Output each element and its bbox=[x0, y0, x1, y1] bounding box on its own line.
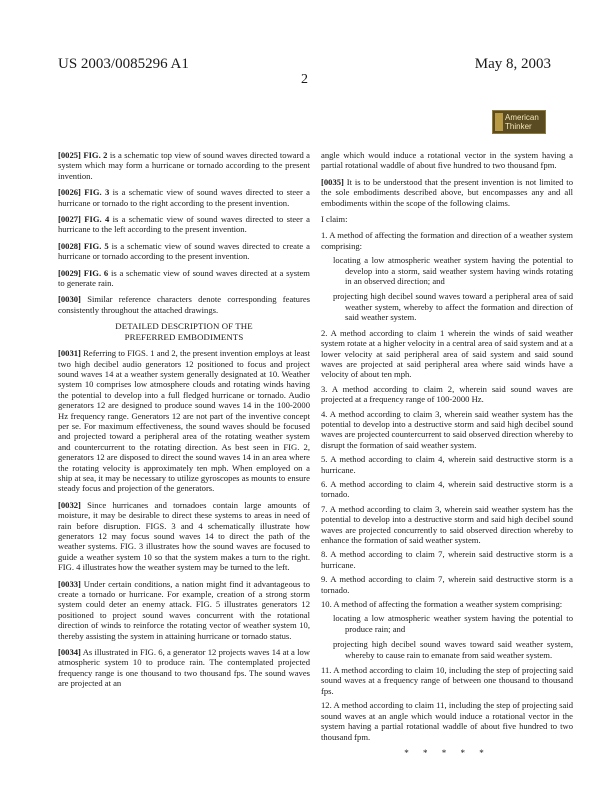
claim-1-step-b: projecting high decibel sound waves toward a peripheral area of said weather system, whereby to affect the formation and direction of said weather system. bbox=[333, 291, 573, 323]
paragraph-0032: [0032] Since hurricanes and tornadoes contain large amounts of moisture, it may be desirable to direct these systems to areas in need of rain before disruption. FIGS. 3 and 4 schematically illustrate how generators 12 may focus sound waves 14 to direct the path of the weather systems. FIG. 3 illustrates how the sound waves are focused to guide a weather system 10 so that the system makes a turn to the right. FIG. 4 illustrates how the weather system may be turned to the left. bbox=[58, 499, 310, 573]
logo-line-2: Thinker bbox=[505, 122, 532, 131]
claim-10-step-b: projecting high decibel sound waves toward said weather system, whereby to cause rain to emanate from said weather system. bbox=[333, 639, 573, 660]
paragraph-0034-continued: angle which would induce a rotational vector in the system having a partial rotational waddle of about five hundred to two thousand fpm. bbox=[321, 150, 573, 171]
paragraph-0030: [0030] Similar reference characters denote corresponding features consistently throughout the attached drawings. bbox=[58, 294, 310, 315]
page-number: 2 bbox=[301, 72, 308, 87]
section-heading: DETAILED DESCRIPTION OF THE PREFERRED EMBODIMENTS bbox=[115, 321, 253, 342]
patent-number: US 2003/0085296 A1 bbox=[58, 56, 189, 72]
paragraph-0027: [0027] FIG. 4 is a schematic view of sound waves directed to steer a hurricane to the left according to the present invention. bbox=[58, 214, 310, 235]
paragraph-0028: [0028] FIG. 5 is a schematic view of sound waves directed to create a hurricane or tornado according to the present invention. bbox=[58, 240, 310, 262]
end-stars: * * * * * bbox=[404, 747, 490, 758]
i-claim-heading: I claim: bbox=[321, 214, 348, 225]
claim-7: 7. A method according to claim 3, wherein said weather system has the potential to develop into a destructive storm and said high decibel sound waves are projected concurrently to said observed direction whereby to enhance the formation of said weather system. bbox=[321, 503, 573, 545]
claim-9: 9. A method according to claim 7, wherein said destructive storm is a tornado. bbox=[321, 574, 573, 595]
right-column bbox=[321, 150, 573, 758]
claim-10: 10. A method of affecting the formation a weather system comprising: bbox=[321, 599, 563, 610]
left-column bbox=[58, 150, 310, 695]
logo-mark-icon bbox=[495, 113, 503, 131]
claim-3: 3. A method according to claim 2, wherein said sound waves are projected at a frequency range of 100-2000 Hz. bbox=[321, 383, 573, 405]
claim-2: 2. A method according to claim 1 wherein the winds of said weather system rotate at a higher velocity in a central area of said system and at a lower velocity at said peripheral area of said system and said sound waves are projected at said peripheral area where said winds have a velocity of about ten mph. bbox=[321, 327, 573, 380]
claim-4: 4. A method according to claim 3, wherein said weather system has the potential to develop into a destructive storm and said high decibel sound waves are projected countercurrent to said observed direction whereby to disrupt the formation of said weather system. bbox=[321, 408, 573, 450]
claim-11: 11. A method according to claim 10, including the step of projecting said sound waves at a frequency range of between one thousand to thousand fps. bbox=[321, 665, 573, 696]
claim-12: 12. A method according to claim 11, including the step of projecting said sound waves at an angle which would induce a rotational vector in the system having a partial rotational waddle of about five hundred to two thousand fpm. bbox=[321, 700, 573, 742]
paragraph-0031: [0031] Referring to FIGS. 1 and 2, the present invention employs at least two high decibel audio generators 12 positioned to focus and project sound waves 14 at a weather system generally designated at 10. Weather system 10 comprises low atmosphere clouds and rotating winds having the potential to develop into a full fledged hurricane or tornado. Audio generators 12 are designed to produce sound waves 14 in the 100-2000 Hz frequency range. Generators 12 are not part of the inventive concept per se. For maximum effectiveness, the sound waves should be focused and projected toward a peripheral area of the rotating weather system and countercurrent to the rotating direction. As best seen in FIG. 2, generators 12 are disposed to direct the sound waves 14 in an area where the rotating velocity is approximately ten mph. When employed on a ship at sea, it may be necessary to utilize gyroscopes as mounts to ensure steady focus and projection of the generators. bbox=[58, 348, 310, 494]
logo-line-1: American bbox=[505, 113, 539, 122]
paragraph-0033: [0033] Under certain conditions, a nation might find it advantageous to create a tornado or hurricane. For example, creation of a strong storm system could deter an enemy attack. FIG. 5 illustrates generators 12 positioned to project sound waves concurrent with the rotational direction of winds to reinforce the rotating vector of weather system 10, thereby assisting the system in attaining hurricane or tornado status. bbox=[58, 578, 310, 641]
paragraph-0034: [0034] As illustrated in FIG. 6, a generator 12 projects waves 14 at a low atmospheric system 10 to produce rain. The contemplated projected frequency range is one thousand to two thousand fps. The sound waves are projected at an bbox=[58, 647, 310, 689]
claim-5: 5. A method according to claim 4, wherein said destructive storm is a hurricane. bbox=[321, 454, 573, 475]
publication-date: May 8, 2003 bbox=[474, 56, 551, 72]
claim-1-step-a: locating a low atmospheric weather system having the potential to develop into a storm, said weather system having winds rotating in an observed direction; and bbox=[333, 255, 573, 287]
claim-10-step-a: locating a low atmospheric weather system having the potential to produce rain; and bbox=[333, 613, 573, 634]
paragraph-0026: [0026] FIG. 3 is a schematic view of sound waves directed to steer a hurricane or tornado to the right according to the present invention. bbox=[58, 187, 310, 208]
paragraph-0029: [0029] FIG. 6 is a schematic view of sound waves directed at a system to generate rain. bbox=[58, 267, 310, 289]
american-thinker-logo[interactable] bbox=[492, 110, 546, 134]
paragraph-0035: [0035] It is to be understood that the present invention is not limited to the sole embodiments described above, but encompasses any and all embodiments within the scope of the following claims. bbox=[321, 176, 573, 208]
claim-6: 6. A method according to claim 4, wherein said destructive storm is a tornado. bbox=[321, 478, 573, 500]
claim-1: 1. A method of affecting the formation and direction of a weather system comprising: bbox=[321, 230, 573, 251]
paragraph-0025: [0025] FIG. 2 is a schematic top view of sound waves directed toward a system which may form a hurricane or tornado according to the present invention. bbox=[58, 150, 311, 181]
claim-8: 8. A method according to claim 7, wherein said destructive storm is a hurricane. bbox=[321, 549, 573, 570]
